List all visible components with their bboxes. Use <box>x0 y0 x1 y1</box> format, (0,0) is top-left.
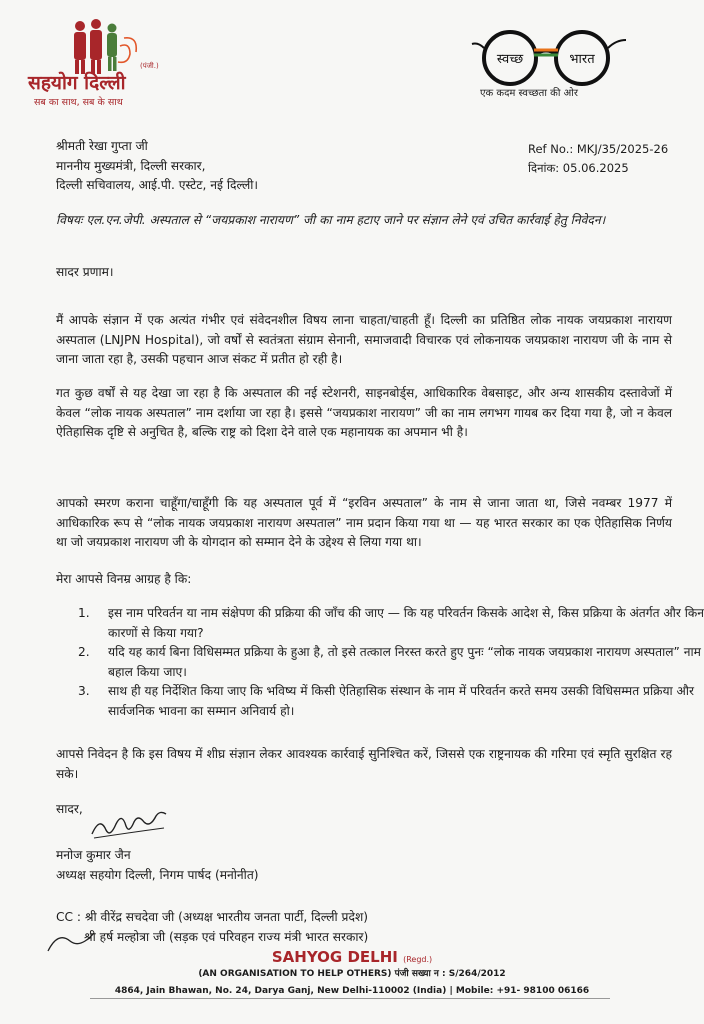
request-number: 3. <box>78 684 90 698</box>
recipient-line-3: दिल्ली सचिवालय, आई.पी. एस्टेट, नई दिल्ली। <box>56 178 259 192</box>
reference-block <box>528 140 668 178</box>
recipient-line-2: माननीय मुख्यमंत्री, दिल्ली सरकार, <box>56 158 206 173</box>
org-tagline: सब का साथ, सब के साथ <box>34 97 123 108</box>
subject-line: विषयः एल.एन.जेपी. अस्पताल से “जयप्रकाश नारायण” जी का नाम हटाए जाने पर संज्ञान लेने एवं उचित कार्रवाई हेतु निवेदन। <box>56 213 606 227</box>
request-item <box>78 604 704 643</box>
signatory-designation: अध्यक्ष सहयोग दिल्ली, निगम पार्षद (मनोनीत) <box>56 867 259 882</box>
request-text: यदि यह कार्य बिना विधिसम्मत प्रक्रिया के हुआ है, तो इसे तत्काल निरस्त करते हुए पुनः “लोक नायक जयप्रकाश नारायण अस्पताल” नाम बहाल किया जाए। <box>108 645 701 679</box>
body-paragraph-3: आपको स्मरण कराना चाहूँगा/चाहूँगी कि यह अस्पताल पूर्व में “इरविन अस्पताल” के नाम से जाना जाता था, जिसे नवम्बर 1977 में आधिकारिक रूप से “लोक नायक जयप्रकाश नारायण अस्पताल” नाम प्रदान किया गया था — यह भारत सरकार का एक ऐतिहासिक निर्णय था जो जयप्रकाश नारायण जी के योगदान को सम्मान देने के उद्देश्य से लिया गया था। <box>56 496 672 549</box>
footer-name-text: SAHYOG DELHI <box>271 948 398 966</box>
signature-icon <box>88 806 188 846</box>
footer-registration: (AN ORGANISATION TO HELP OTHERS) पंजी सख्या न : S/264/2012 <box>198 969 506 979</box>
cc-label: CC : <box>56 910 81 924</box>
signatory-name: मनोज कुमार जैन <box>56 848 131 862</box>
request-number: 1. <box>78 606 90 620</box>
footer-org-name <box>0 948 704 969</box>
ref-number: Ref No.: MKJ/35/2025-26 <box>528 142 669 156</box>
cc-line-1: श्री वीरेंद्र सचदेवा जी (अध्यक्ष भारतीय जनता पार्टी, दिल्ली प्रदेश) <box>84 910 368 924</box>
request-number: 2. <box>78 645 90 659</box>
registered-mark: (पंजी.) <box>140 62 159 70</box>
request-item <box>78 643 704 682</box>
footer-regd: (Regd.) <box>403 955 433 964</box>
recipient-line-1: श्रीमती रेखा गुप्ता जी <box>56 139 148 153</box>
letter-date: दिनांक: 05.06.2025 <box>528 161 629 175</box>
request-item <box>78 682 704 721</box>
request-intro: मेरा आपसे विनम्र आग्रह है कि: <box>56 572 192 586</box>
signatory-block <box>56 846 259 885</box>
cc-line-2: श्री हर्ष मल्होत्रा जी (सड़क एवं परिवहन राज्य मंत्री भारत सरकार) <box>84 930 369 944</box>
swachh-word: स्वच्छ <box>496 52 524 67</box>
bharat-word: भारत <box>569 52 595 67</box>
salutation: सादर प्रणाम। <box>56 265 114 279</box>
body-paragraph-2: गत कुछ वर्षों से यह देखा जा रहा है कि अस्पताल की नई स्टेशनरी, साइनबोर्ड्स, आधिकारिक वेबसाइट, और अन्य शासकीय दस्तावेजों में केवल “लोक नायक अस्पताल” नाम दर्शाया जा रहा है। इससे “जयप्रकाश नारायण” जी का नाम लगभग गायब कर दिया गया है, जो न केवल ऐतिहासिक दृष्टि से अनुचित है, बल्कि राष्ट्र को दिशा देने वाले एक महानायक का अपमान भी है। <box>56 386 672 439</box>
body-paragraph-1: मैं आपके संज्ञान में एक अत्यंत गंभीर एवं संवेदनशील विषय लाना चाहता/चाहती हूँ। दिल्ली का प्रतिष्ठित लोक नायक जयप्रकाश नारायण अस्पताल (LNJPN Hospital), जो वर्षों से स्वतंत्रता संग्राम सेनानी, समाजवादी विचारक एवं लोकनायक जयप्रकाश नारायण जी के नाम से जाना जाता रहा है, उसकी पहचान आज संकट में प्रतीत हो रही है। <box>56 313 672 366</box>
org-name-hindi: सहयोग दिल्ली <box>28 72 126 94</box>
sign-off: सादर, <box>56 802 83 816</box>
recipient-address <box>56 137 456 196</box>
swachh-tagline: एक कदम स्वच्छता की ओर <box>480 88 578 99</box>
footer-divider <box>90 998 610 999</box>
request-text: इस नाम परिवर्तन या नाम संक्षेपण की प्रक्रिया की जाँच की जाए — कि यह परिवर्तन किसके आदेश से, किस प्रक्रिया के अंतर्गत और किन कारणों से किया गया? <box>108 606 704 640</box>
request-list <box>56 604 704 721</box>
footer-address: 4864, Jain Bhawan, No. 24, Darya Ganj, New Delhi-110002 (India) | Mobile: +91- 98100 06166 <box>114 986 590 996</box>
request-text: साथ ही यह निर्देशित किया जाए कि भविष्य में किसी ऐतिहासिक संस्थान के नाम में परिवर्तन करते समय उसकी विधिसम्मत प्रक्रिया और सार्वजनिक भावना का सम्मान अनिवार्य हो। <box>108 684 695 718</box>
closing-paragraph: आपसे निवेदन है कि इस विषय में शीघ्र संज्ञान लेकर आवश्यक कार्रवाई सुनिश्चित करें, जिससे एक राष्ट्रनायक की गरिमा एवं स्मृति सुरक्षित रह सके। <box>56 747 672 781</box>
